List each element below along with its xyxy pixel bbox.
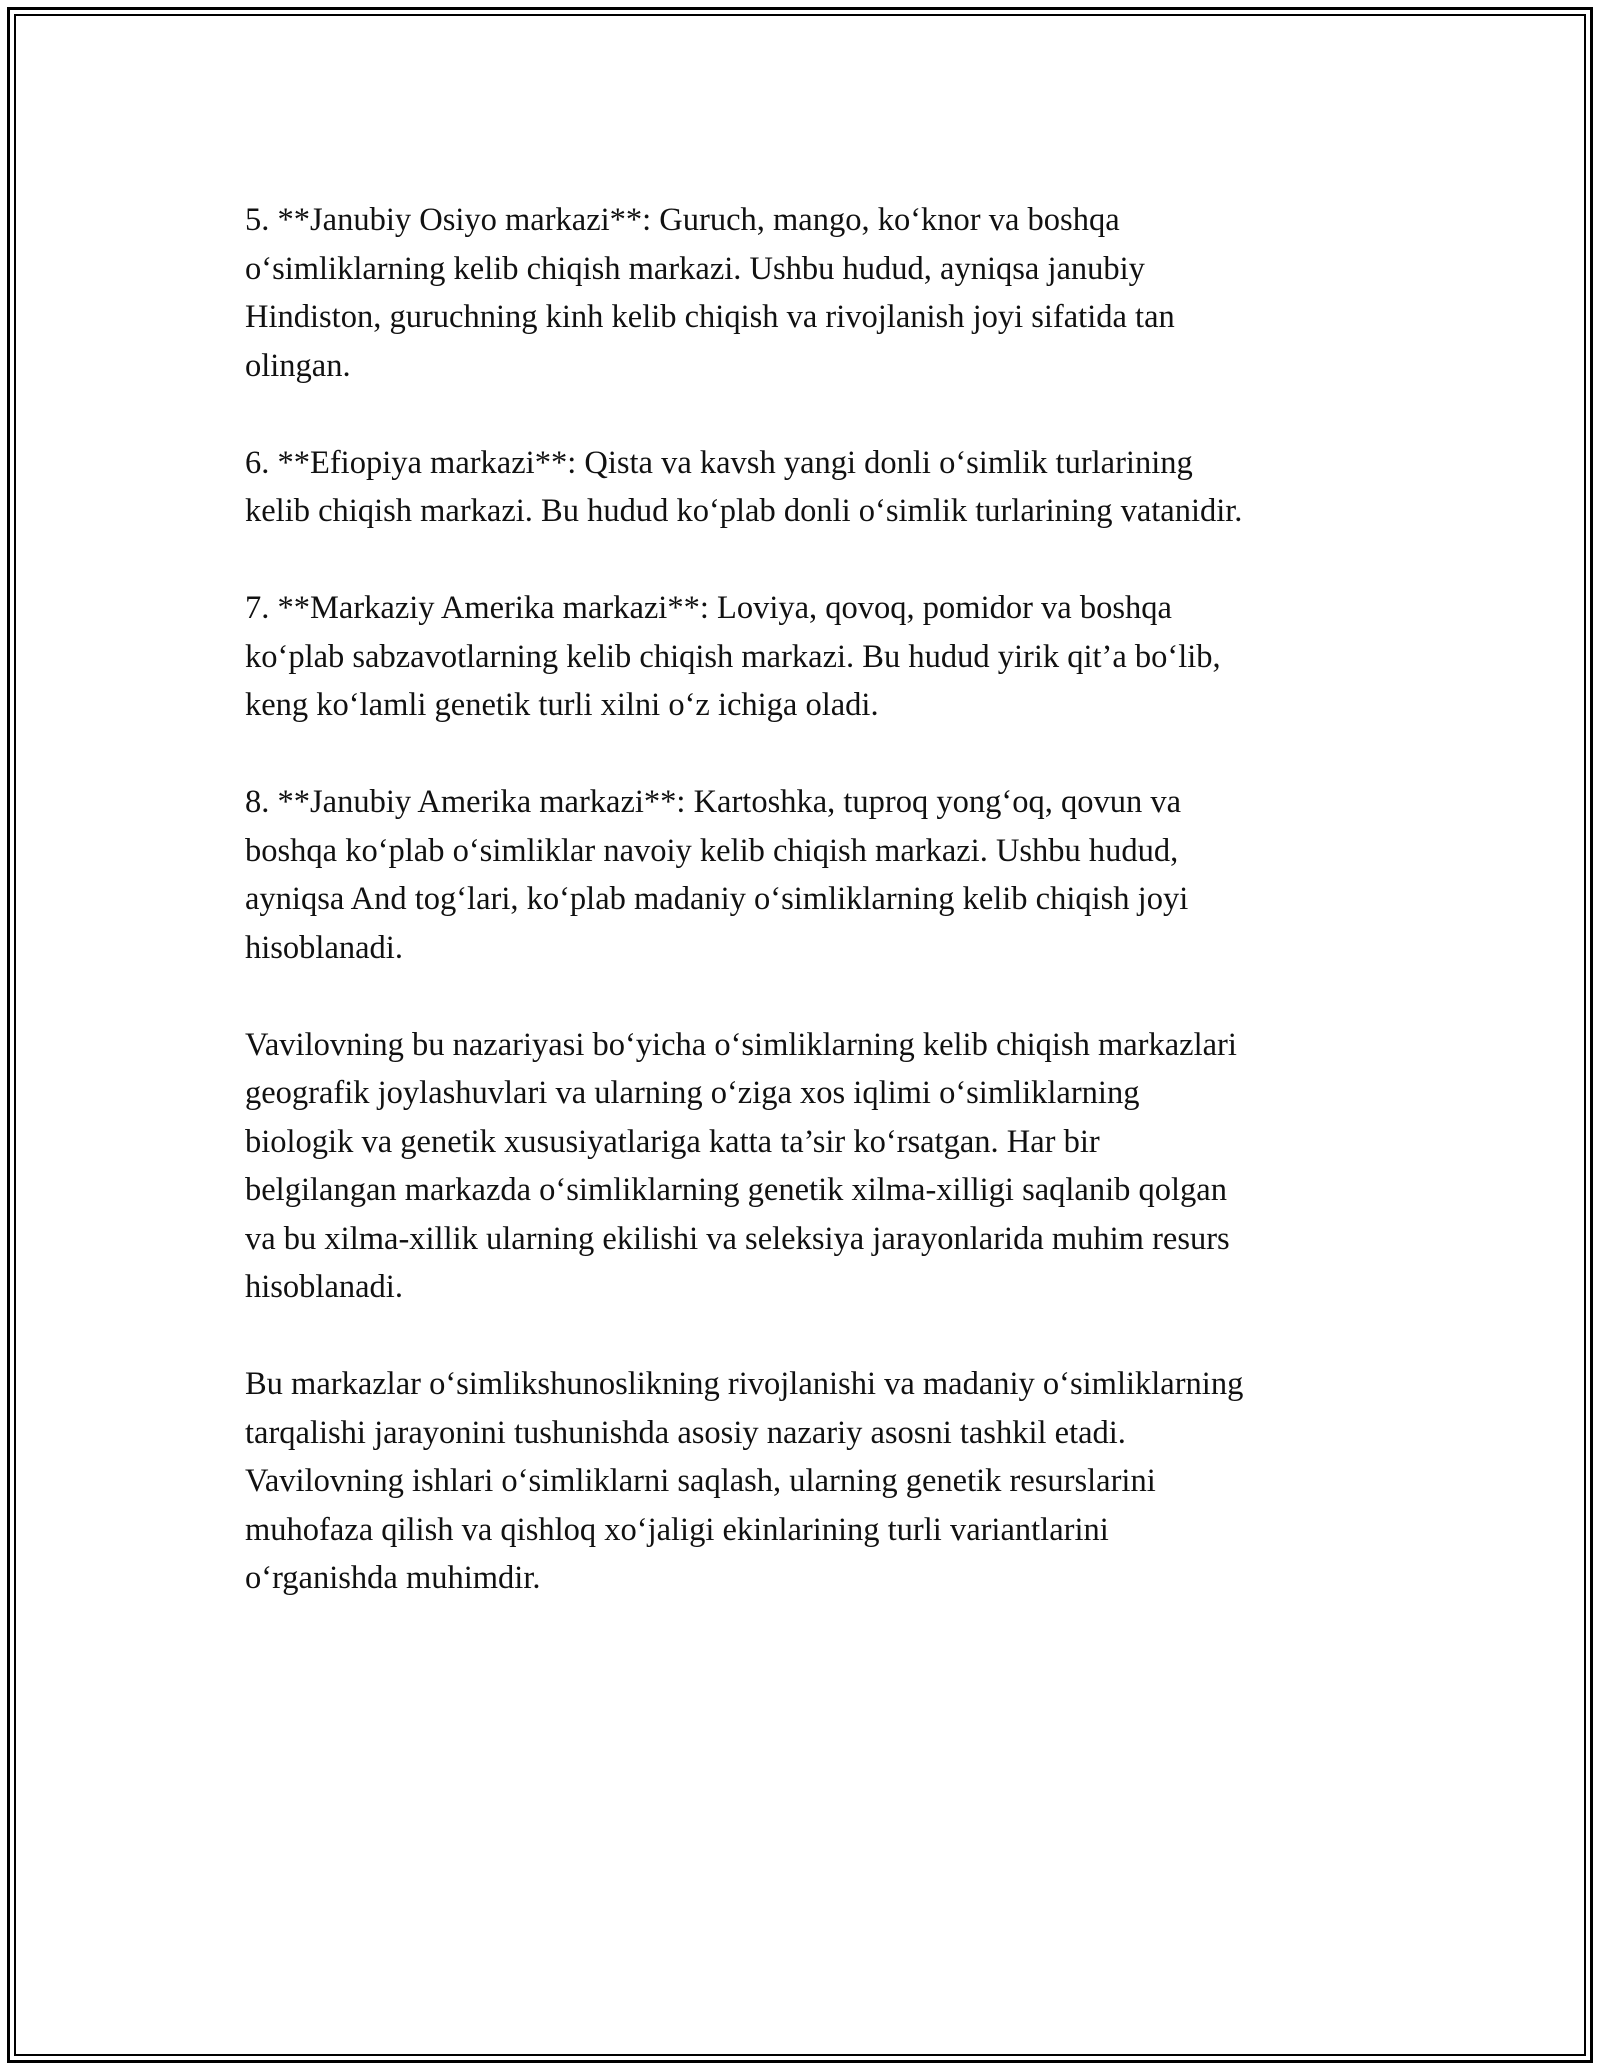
paragraph-conclusion: [245, 1360, 1385, 1603]
paragraph-vavilov-theory: [245, 1021, 1385, 1312]
text-line: ayniqsa And tog‘lari, ko‘plab madaniy o‘simliklarning kelib chiqish joyi: [245, 881, 1189, 917]
text-line: belgilangan markazda o‘simliklarning genetik xilma-xilligi saqlanib qolgan: [245, 1172, 1227, 1208]
paragraph-south-america-center: [245, 778, 1385, 972]
text-line: o‘rganishda muhimdir.: [245, 1560, 541, 1596]
paragraph-ethiopia-center: [245, 439, 1385, 536]
document-body: [245, 196, 1385, 1651]
text-line: tarqalishi jarayonini tushunishda asosiy nazariy asosni tashkil etadi.: [245, 1414, 1126, 1451]
text-line: o‘simliklarning kelib chiqish markazi. Ushbu hudud, ayniqsa janubiy: [245, 250, 1145, 287]
text-line: Vavilovning bu nazariyasi bo‘yicha o‘simliklarning kelib chiqish markazlari: [245, 1026, 1237, 1063]
text-line: keng ko‘lamli genetik turli xilni o‘z ichiga oladi.: [245, 687, 879, 723]
text-line: geografik joylashuvlari va ularning o‘ziga xos iqlimi o‘simliklarning: [245, 1075, 1140, 1111]
text-line: muhofaza qilish va qishloq xo‘jaligi ekinlarining turli variantlarini: [245, 1511, 1109, 1548]
paragraph-central-america-center: [245, 584, 1385, 730]
text-line: olingan.: [245, 347, 351, 384]
text-line: Hindiston, guruchning kinh kelib chiqish va rivojlanish joyi sifatida tan: [245, 299, 1175, 335]
text-line: Vavilovning ishlari o‘simliklarni saqlash, ularning genetik resurslarini: [245, 1463, 1156, 1499]
text-line: biologik va genetik xususiyatlariga katta ta’sir ko‘rsatgan. Har bir: [245, 1123, 1100, 1160]
paragraph-south-asia-center: [245, 196, 1385, 390]
text-line: 5. **Janubiy Osiyo markazi**: Guruch, mango, ko‘knor va boshqa: [245, 202, 1120, 238]
text-line: Bu markazlar o‘simlikshunoslikning rivojlanishi va madaniy o‘simliklarning: [245, 1366, 1244, 1402]
text-line: va bu xilma-xillik ularning ekilishi va seleksiya jarayonlarida muhim resurs: [245, 1220, 1230, 1257]
text-line: hisoblanadi.: [245, 929, 403, 966]
text-line: ko‘plab sabzavotlarning kelib chiqish markazi. Bu hudud yirik qit’a bo‘lib,: [245, 638, 1221, 675]
text-line: boshqa ko‘plab o‘simliklar navoiy kelib chiqish markazi. Ushbu hudud,: [245, 832, 1179, 869]
page-border: [7, 7, 1593, 2063]
text-line: 7. **Markaziy Amerika markazi**: Loviya, qovoq, pomidor va boshqa: [245, 590, 1172, 626]
text-line: kelib chiqish markazi. Bu hudud ko‘plab donli o‘simlik turlarining vatanidir.: [245, 493, 1243, 529]
text-line: 8. **Janubiy Amerika markazi**: Kartoshka, tuproq yong‘oq, qovun va: [245, 784, 1181, 820]
text-line: hisoblanadi.: [245, 1269, 403, 1305]
text-line: 6. **Efiopiya markazi**: Qista va kavsh yangi donli o‘simlik turlarining: [245, 444, 1193, 481]
